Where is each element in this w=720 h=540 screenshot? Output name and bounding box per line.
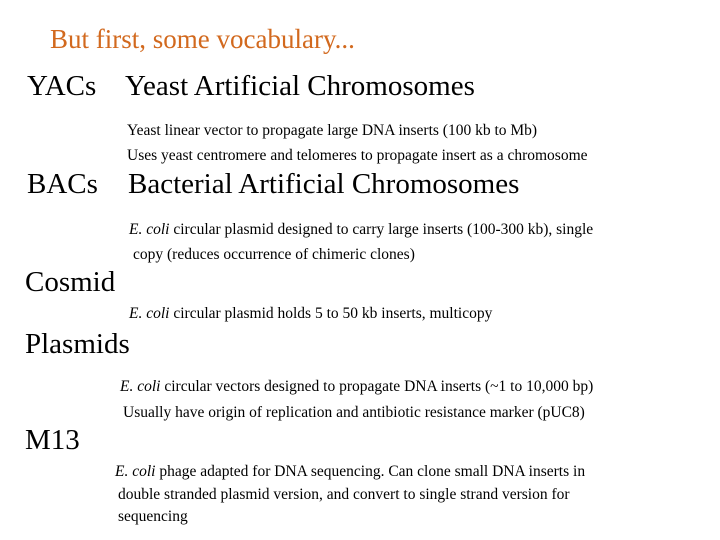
m13-term: M13: [25, 424, 80, 456]
plasmids-term: Plasmids: [25, 328, 130, 360]
bacs-species: E. coli: [129, 221, 170, 238]
cosmid-desc-line-1-rest: circular plasmid holds 5 to 50 kb inserts, multicopy: [169, 305, 493, 322]
m13-species: E. coli: [115, 463, 156, 480]
bacs-term: BACs: [27, 168, 98, 200]
yacs-full-name: Yeast Artificial Chromosomes: [125, 70, 475, 102]
bacs-full-name: Bacterial Artificial Chromosomes: [128, 168, 520, 200]
m13-desc-line-1-rest: phage adapted for DNA sequencing. Can clone small DNA inserts in: [155, 463, 586, 480]
m13-desc-line-3: sequencing: [118, 508, 188, 525]
bacs-desc-line-2: copy (reduces occurrence of chimeric clones): [133, 246, 415, 263]
m13-desc-line-1: [115, 461, 585, 482]
cosmid-term: Cosmid: [25, 266, 116, 298]
yacs-term: YACs: [27, 70, 97, 102]
plasmids-species: E. coli: [120, 378, 161, 395]
cosmid-desc-line-1: [129, 303, 492, 324]
cosmid-species: E. coli: [129, 305, 170, 322]
m13-desc-line-2: double stranded plasmid version, and convert to single strand version for: [118, 486, 570, 503]
plasmids-desc-line-2: Usually have origin of replication and antibiotic resistance marker (pUC8): [123, 404, 585, 421]
plasmids-desc-line-1: [120, 376, 593, 397]
bacs-desc-line-1-rest: circular plasmid designed to carry large inserts (100-300 kb), single: [169, 221, 594, 238]
bacs-desc-line-1: [129, 219, 593, 240]
slide-title: But first, some vocabulary...: [50, 24, 355, 54]
yacs-desc-line-1: Yeast linear vector to propagate large DNA inserts (100 kb to Mb): [127, 122, 538, 139]
plasmids-desc-line-1-rest: circular vectors designed to propagate DNA inserts (~1 to 10,000 bp): [160, 378, 594, 395]
yacs-desc-line-2: Uses yeast centromere and telomeres to propagate insert as a chromosome: [127, 147, 588, 164]
